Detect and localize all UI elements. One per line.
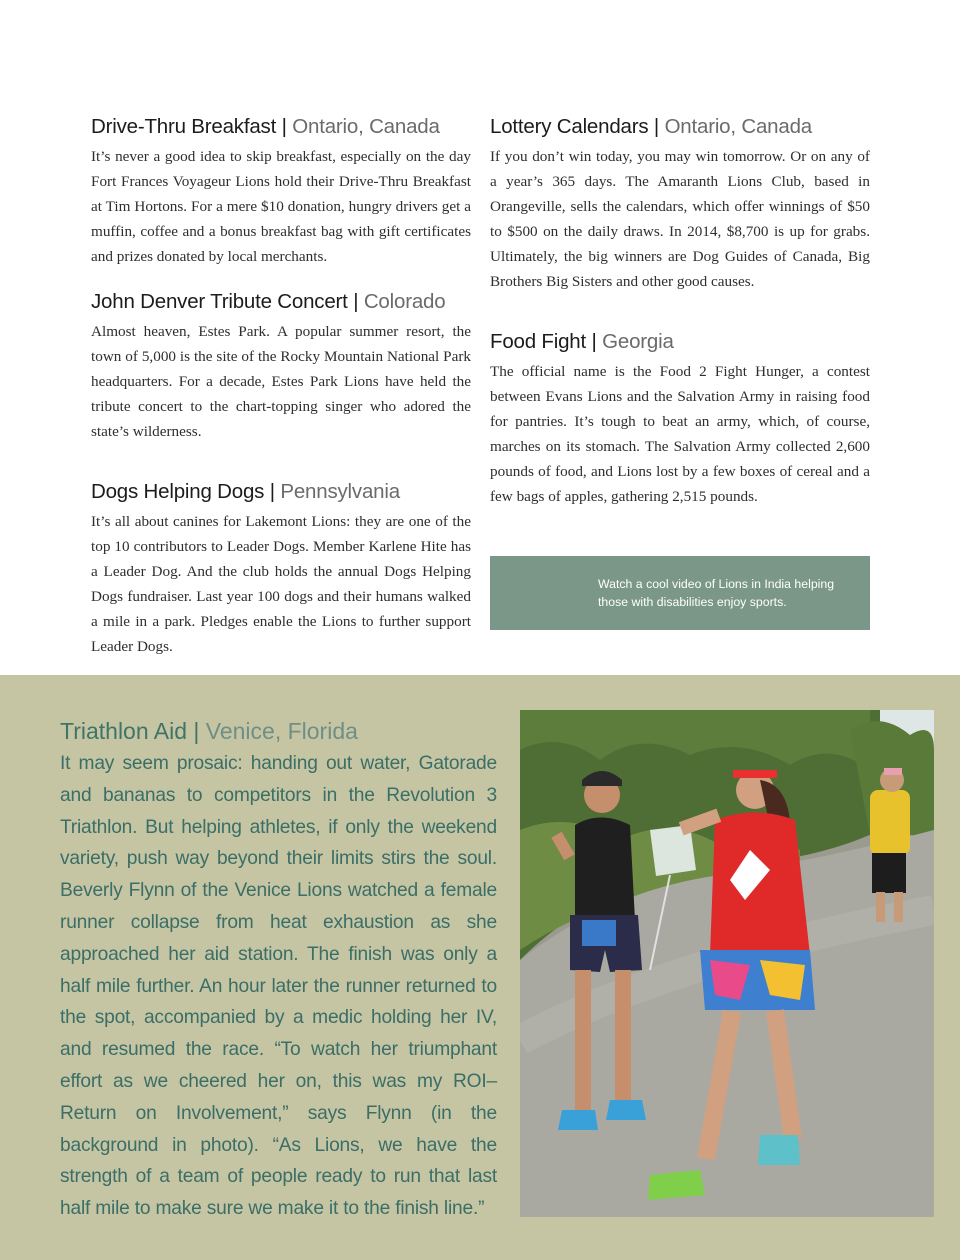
photo-background-person [870,790,910,855]
story-title: Drive-Thru Breakfast [91,115,277,138]
story-location: Pennsylvania [280,480,400,503]
story-heading [490,114,870,140]
story-location: Colorado [363,290,446,313]
triathlon-body: It may seem prosaic: handing out water, Gatorade and bananas to competitors in the Revolution 3 Triathlon. But helping athletes, if only the weekend variety, push way beyond their limits stirs the soul. Beverly Flynn of the Venice Lions watched a female runner collapse from heat exhaustion as she approached her aid station. The finish was only a half mile further. An hour later the runner returned to the spot, accompanied by a medic holding her IV, and resumed the race. “To watch her triumphant effort as we cheered her on, this was my ROI–Return on Involvement,” says Flynn (in the background in photo). “As Lions, we have the strength of a team of people ready to run that last half mile to make sure we make it to the finish line.” [60,753,497,1220]
story-heading [490,329,870,355]
story-heading [91,289,471,315]
story-body: It’s all about canines for Lakemont Lions: they are one of the top 10 contributors to Leader Dogs. Member Karlene Hite has a Leader Dog. And the club holds the annual Dogs Helping Dogs fundraiser. Last year 100 dogs and their humans walked a mile in a park. Pledges enable the Lions to further support Leader Dogs. [91,513,471,655]
heading-separator: | [193,718,200,744]
heading-separator: | [653,115,660,138]
story-title: Lottery Calendars [490,115,649,138]
story-body: The official name is the Food 2 Fight Hunger, a contest between Evans Lions and the Salvation Army in raising food for pantries. It’s tough to beat an army, which, of course, marches on its stomach. The Salvation Army collected 2,600 pounds of food, and Lions lost by a few boxes of cereal and a few bags of apples, gathering 2,515 pounds. [490,363,870,505]
story-location: Ontario, Canada [664,115,812,138]
story-body: It’s never a good idea to skip breakfast, especially on the day Fort Frances Voyageur Lions hold their Drive-Thru Breakfast at Tim Hortons. For a mere $10 donation, hungry drivers get a muffin, coffee and a bonus breakfast bag with gift certificates and prizes donated by local merchants. [91,148,471,265]
video-link-text[interactable]: Watch a cool video of Lions in India helping those with disabilities enjoy sports. [598,577,835,609]
triathlon-location: Venice, Florida [205,718,358,744]
story-body: If you don’t win today, you may win tomorrow. Or on any of a year’s 365 days. The Amaranth Lions Club, based in Orangeville, sells the calendars, which offer winnings of $50 to $500 on the daily draws. In 2014, $8,700 is up for grabs. Ultimately, the big winners are Dog Guides of Canada, Big Brothers Big Sisters and other good causes. [490,148,870,290]
story-location: Georgia [602,330,674,353]
story-drive-thru-breakfast [91,114,471,269]
story-title: John Denver Tribute Concert [91,290,348,313]
triathlon-title: Triathlon Aid [60,718,187,744]
story-location: Ontario, Canada [292,115,440,138]
story-heading [91,479,471,505]
story-john-denver-tribute-concert [91,289,471,444]
story-dogs-helping-dogs [91,479,471,659]
story-title: Dogs Helping Dogs [91,480,265,503]
story-heading [91,114,471,140]
video-link-box[interactable] [490,556,870,630]
story-lottery-calendars [490,114,870,294]
story-title: Food Fight [490,330,586,353]
story-body: Almost heaven, Estes Park. A popular summer resort, the town of 5,000 is the site of the Rocky Mountain National Park headquarters. For a decade, Estes Park Lions have held the tribute concert to the chart-topping singer who adored the state’s wilderness. [91,323,471,440]
heading-separator: | [591,330,597,353]
heading-separator: | [269,480,275,503]
triathlon-photo [520,710,934,1217]
story-food-fight [490,329,870,509]
triathlon-photo-illustration [520,710,934,1217]
heading-separator: | [281,115,287,138]
heading-separator: | [353,290,359,313]
triathlon-heading [60,716,358,746]
